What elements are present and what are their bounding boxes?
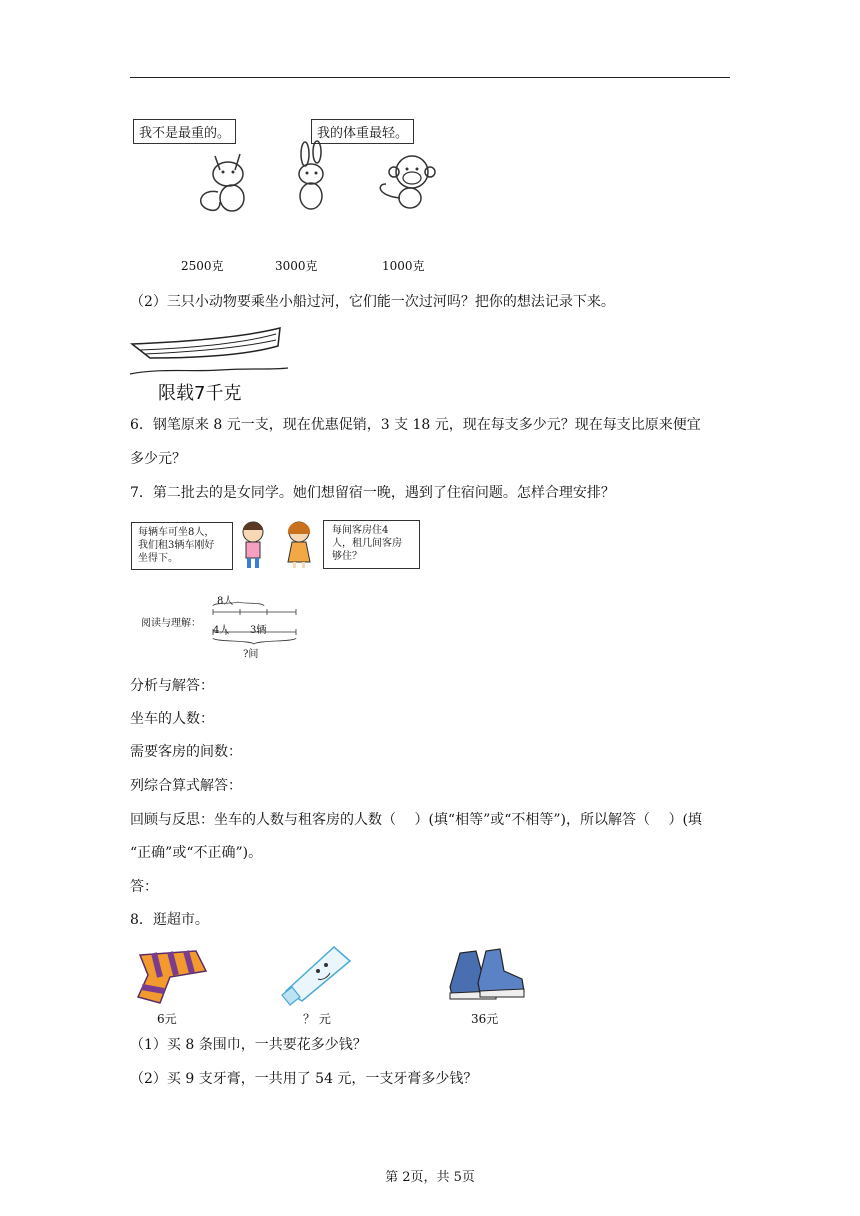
q7-riders: 坐车的人数： [130,711,214,727]
q8-title: 8．逛超市。 [130,912,209,928]
scarf-price: 6元 [157,1012,177,1026]
diagram-label: 阅读与理解： [141,618,201,629]
left-bubble-line: 每辆车可坐8人， [138,527,215,538]
right-bubble-line: 够住？ [332,551,362,562]
fox-speech-bubble: 我不是最重的。 [133,119,236,144]
sneakers-illustration [446,943,528,1005]
q7-right-bubble [323,520,420,569]
monkey-weight: 1000克 [382,259,425,273]
toothpaste-price: ？ 元 [303,1012,331,1026]
girl-1-illustration [237,520,271,570]
diagram-bottom-label: ?间 [243,649,259,660]
q7-answer: 答： [130,879,158,895]
q7-formula: 列综合算式解答： [130,778,242,794]
left-bubble-line: 我们租3辆车刚好 [138,540,215,551]
fox-illustration [190,148,265,216]
q6-line1: 6．钢笔原来 8 元一支，现在优惠促销，3 支 18 元，现在每支多少元？现在每支比原来便宜 [130,417,701,433]
q8-part1: （1）买 8 条围巾，一共要花多少钱？ [130,1037,367,1053]
diagram-mid-right-label: 3辆 [250,625,267,636]
sneakers-price: 36元 [471,1012,499,1026]
line-segment-diagram [210,600,300,646]
q7-title: 7．第二批去的是女同学。她们想留宿一晚，遇到了住宿问题。怎样合理安排？ [130,485,615,501]
left-bubble-line: 坐得下。 [138,553,178,564]
scarf-illustration [130,943,210,1007]
header-rule [130,77,730,78]
rabbit-speech-bubble: 我的体重最轻。 [311,119,414,144]
girl-2-illustration [282,520,316,570]
rabbit-illustration [285,140,335,214]
boat-illustration [130,324,290,384]
q7-rooms: 需要客房的间数： [130,744,242,760]
monkey-illustration [372,148,442,210]
q7-review-line2: “正确”或“不正确”)。 [130,845,263,861]
boat-load-limit: 限载7千克 [158,383,242,404]
right-bubble-line: 人，租几间客房 [332,538,402,549]
page-footer: 第 2页，共 5页 [385,1170,475,1185]
rabbit-weight: 3000克 [275,259,318,273]
q8-part2: （2）买 9 支牙膏，一共用了 54 元，一支牙膏多少钱？ [130,1071,478,1087]
q7-analysis: 分析与解答： [130,678,214,694]
q7-left-bubble [131,522,233,570]
diagram-mid-left-label: 4人 [213,625,230,636]
toothpaste-illustration [278,943,354,1005]
fox-weight: 2500克 [181,259,224,273]
q6-line2: 多少元？ [130,451,186,467]
right-bubble-line: 每间客房住4 [332,525,389,536]
q7-review-line1: 回顾与反思：坐车的人数与租客房的人数（ ）(填“相等”或“不相等”)，所以解答（ ）(填 [130,812,702,828]
q5-part2: （2）三只小动物要乘坐小船过河，它们能一次过河吗？把你的想法记录下来。 [130,294,615,310]
diagram-top-label: 8人 [217,596,234,607]
